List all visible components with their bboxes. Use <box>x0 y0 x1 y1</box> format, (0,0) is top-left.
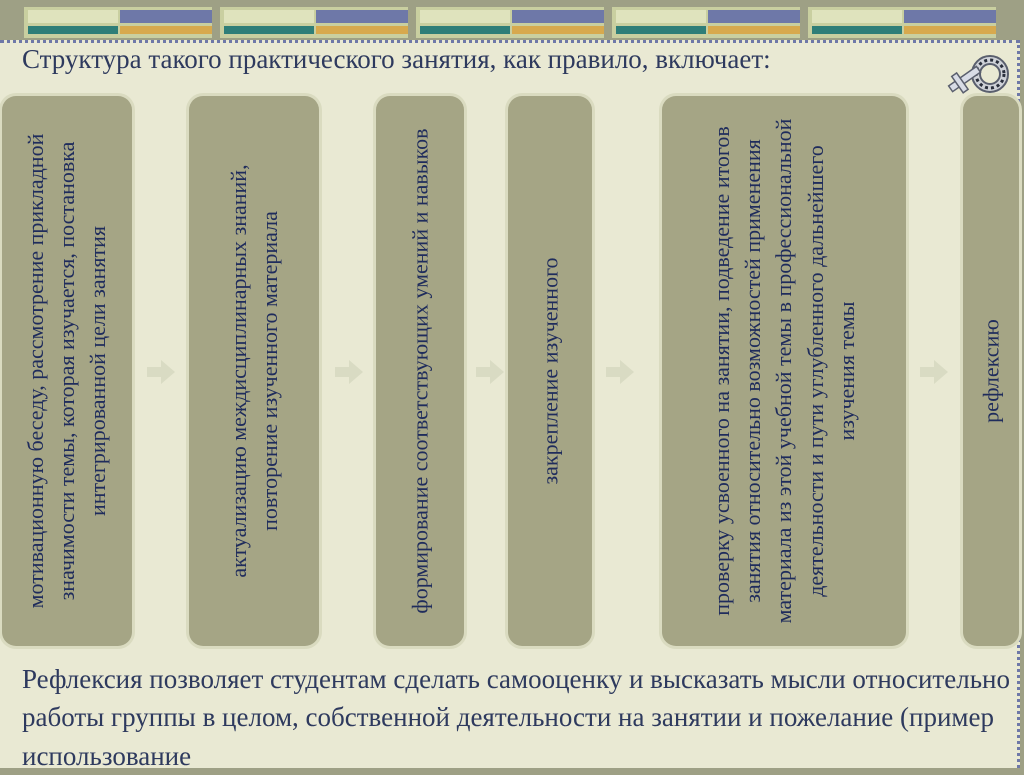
decor-tile <box>24 7 212 38</box>
step-text: мотивационную беседу, рассмотрение прикладной значимости темы, которая изучается, постановка интегрированной цели занятия <box>23 133 111 609</box>
step-box-4 <box>508 96 592 646</box>
step-text: закрепление изученного <box>537 257 563 485</box>
step-box-1 <box>2 96 132 646</box>
step-text: актуализацию междисциплинарных знаний, повторение изученного материала <box>225 164 282 578</box>
right-arrow-icon <box>474 358 506 386</box>
top-decor-bar <box>0 0 1024 40</box>
step-box-6 <box>963 96 1019 646</box>
step-text: проверку усвоенного на занятии, подведение итогов занятия относительно возможностей применения материала из этой учебной темы в профессиональной деятельности и пути углубленного дальнейшего изучения темы <box>708 118 859 624</box>
right-arrow-icon <box>333 358 365 386</box>
decor-tile <box>416 7 604 38</box>
step-box-2 <box>189 96 319 646</box>
slide-title: Структура такого практического занятия, как правило, включает: <box>22 44 771 74</box>
decor-tile <box>612 7 800 38</box>
right-arrow-icon <box>604 358 636 386</box>
step-text: рефлексию <box>978 319 1004 423</box>
step-box-5 <box>662 96 906 646</box>
step-text: формирование соответствующих умений и навыков <box>407 128 433 614</box>
bottom-paragraph: Рефлексия позволяет студентам сделать самооценку и высказать мысли относительно работы группы в целом, собственной деятельности на занятии и пожелание (пример использование <box>22 664 1010 771</box>
decor-tile <box>808 7 996 38</box>
decor-tile <box>220 7 408 38</box>
right-arrow-icon <box>145 358 177 386</box>
step-box-3 <box>376 96 464 646</box>
right-arrow-icon <box>918 358 950 386</box>
